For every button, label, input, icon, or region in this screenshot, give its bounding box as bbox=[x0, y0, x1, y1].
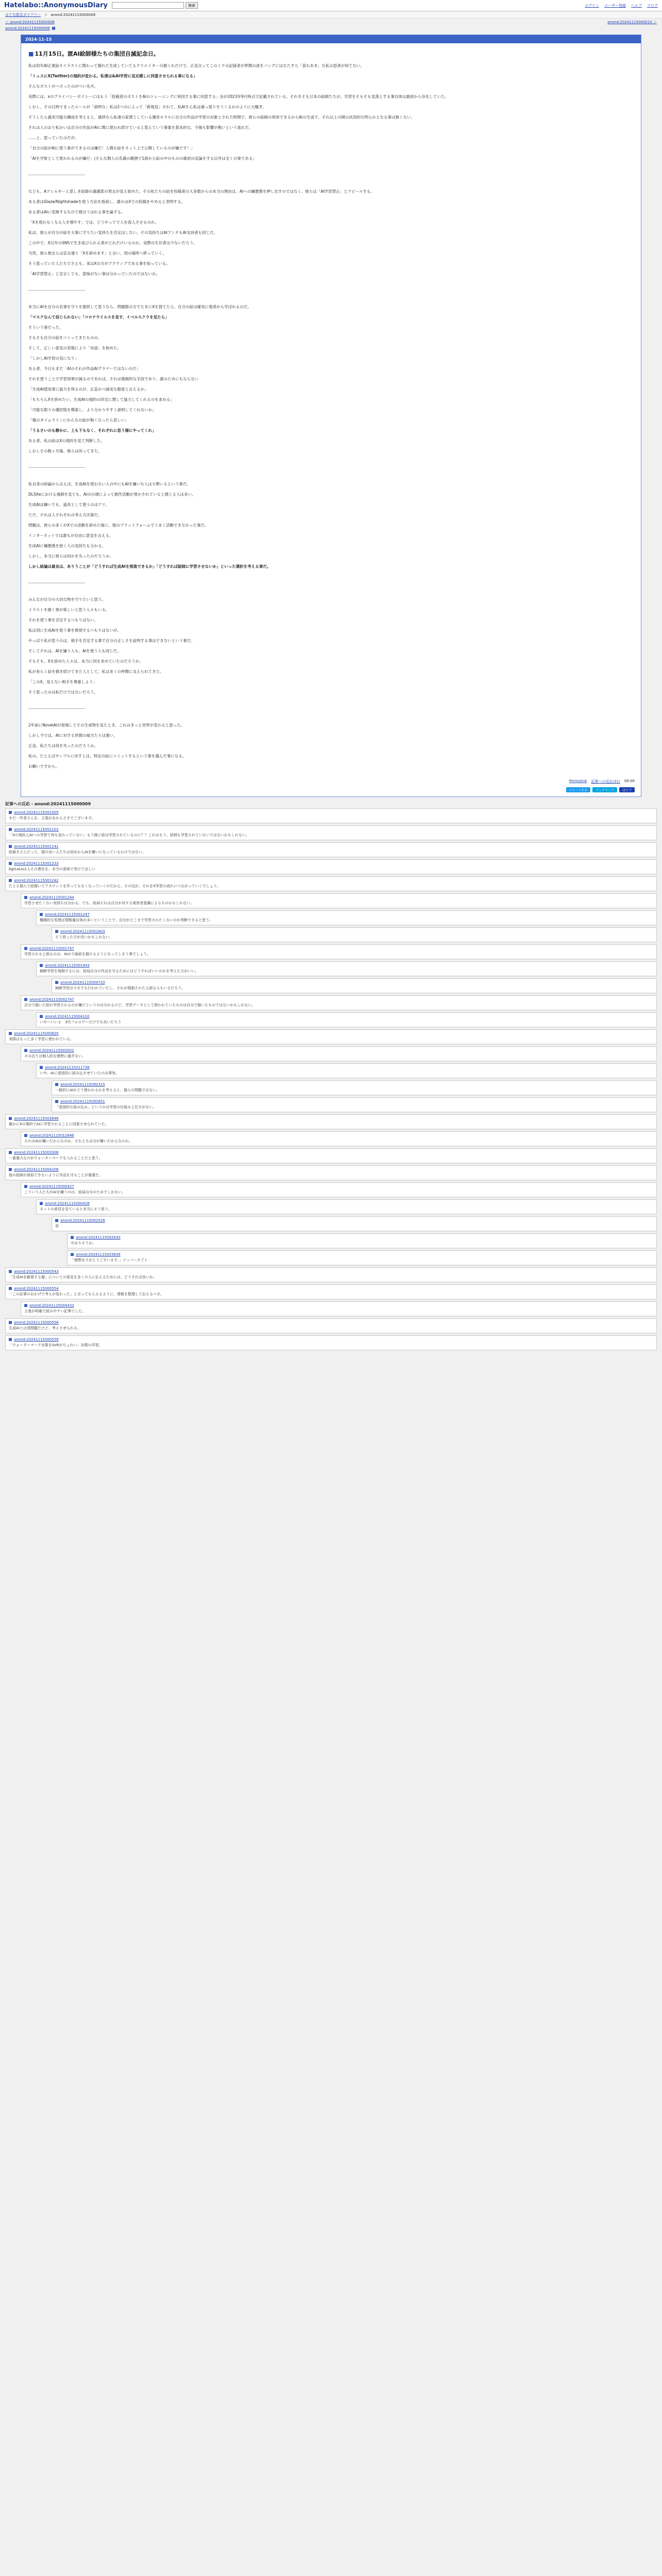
comment-item bbox=[5, 876, 657, 891]
comment-icon bbox=[9, 879, 12, 882]
comment-icon bbox=[24, 947, 27, 950]
comment-body: 「この記事のおかげで考えが変わった」と言ってもらえるように、情報を整理して伝えるべき。 bbox=[9, 1292, 164, 1296]
comment-body: 「意図的な読み込み」というのは学習の仕組み上仕方がない。 bbox=[55, 1105, 156, 1109]
entry-paragraph: 生成AIに嫌悪感を抱く人の気持ちも分かる。 bbox=[28, 544, 106, 548]
comment-header bbox=[24, 895, 653, 900]
comment-item bbox=[5, 1267, 657, 1282]
comment-item bbox=[21, 1301, 657, 1316]
comment-id-link[interactable]: anond:20241115000428 bbox=[45, 1201, 90, 1206]
comment-icon bbox=[9, 1321, 12, 1324]
comment-id-link[interactable]: anond:20241115001603 bbox=[60, 929, 105, 934]
comment-icon bbox=[9, 811, 12, 814]
comment-item bbox=[5, 1148, 657, 1163]
comment-body: 学習させたくない気持ちは分かる。でも、結局それは自分が対する被害者意識によるものかもしれない。 bbox=[24, 901, 194, 905]
comment-header bbox=[9, 1167, 653, 1172]
entry-paragraph: ある者はGlaze/Nightshadeを使う方法を指南し、誰かはXでの投稿をやめると表明する。 bbox=[28, 199, 185, 204]
entry-paragraph: 正直、私たちは何を失ったのだろうか。 bbox=[28, 743, 98, 748]
entry-paragraph: 問題は、彼らの多くがXでの活動を辞めた後に、他のプラットフォームでうまく活動できなかった事だ。 bbox=[28, 523, 209, 528]
entry-paragraph: DLSiteにおける規制を見ても、AIの台頭によって創作活動が脅かされていると感じる人は多い。 bbox=[28, 492, 196, 497]
comment-icon bbox=[9, 845, 12, 848]
comment-icon bbox=[9, 1270, 12, 1273]
entry-paragraph: 「Xを使わなくなる人を増やす」では、どうやってで人を流入させるのか。 bbox=[28, 220, 159, 225]
entry-paragraph: 当然、彼ら彼女らは宣言通り「Xを辞めます」と言い、別の場所へ移っていく。 bbox=[28, 251, 167, 256]
site-logo[interactable]: Hatelabo::AnonymousDiary bbox=[4, 2, 108, 9]
comment-body: 自分で描いた絵が学習されるのが嫌だというのは分かるけど、学習データとして使われていたものは自分で描いたものではないかもしれない。 bbox=[24, 1003, 255, 1007]
comment-body: 一般的にAIがどう使われるかを考えると、個人の問題ではない。 bbox=[55, 1088, 160, 1092]
section-divider bbox=[28, 467, 85, 468]
entry-paragraph: お願いですから、 bbox=[28, 764, 59, 769]
entry-paragraphs bbox=[28, 63, 634, 769]
comment-item bbox=[21, 1046, 657, 1061]
entry-paragraph: 私が長らく絵を描き続けてきた人として、私は多くの仲間に支えられてきた。 bbox=[28, 669, 164, 674]
comment-header bbox=[40, 912, 653, 917]
comment-icon bbox=[9, 1287, 12, 1290]
comment-header bbox=[55, 929, 653, 934]
comment-icon bbox=[40, 1015, 43, 1018]
comment-item bbox=[5, 1165, 657, 1180]
hatebu-button[interactable]: はてブ bbox=[619, 787, 635, 792]
comment-body: そう思った方が良いかもしれない。 bbox=[55, 935, 113, 939]
comment-item bbox=[5, 808, 657, 823]
entry-paragraph: インターネットでは誰もが自由に意見を言える。 bbox=[28, 533, 113, 538]
comment-icon bbox=[24, 1304, 27, 1307]
comment-id-link[interactable]: anond:20241115012646 bbox=[29, 1133, 74, 1138]
register-link[interactable]: ユーザー登録 bbox=[604, 3, 626, 8]
bookmark-button[interactable]: ブックマーク bbox=[592, 787, 617, 792]
comment-item bbox=[36, 1199, 657, 1214]
comment-body: 「ウォーターマーク対策をSoftがちょれい」対策の学習。 bbox=[9, 1343, 103, 1347]
comment-header bbox=[24, 1184, 653, 1189]
blog-link[interactable]: ブログ bbox=[647, 3, 658, 8]
comment-item bbox=[67, 1250, 657, 1265]
comment-header bbox=[24, 946, 653, 951]
top-bar bbox=[0, 0, 662, 11]
comment-header bbox=[40, 1014, 653, 1019]
comment-header bbox=[24, 1303, 653, 1308]
entry-paragraph: 「可能な限りの選択肢を模索し、より分かりやすく説明してくれないか」 bbox=[28, 408, 156, 412]
entry-paragraph: 本当にAIを自分の玄事を守りを提供して思うなら、問題数の方でちまにXを捨てたら、自分の絵は確実に他者から学ばれるのだ。 bbox=[28, 304, 252, 309]
entry-paragraph: みんなが自分の大切な物を守りたいと思う。 bbox=[28, 597, 106, 602]
comment-item bbox=[5, 1284, 657, 1299]
comment-body: 実際はもっと多く学習に使われている。 bbox=[9, 1037, 74, 1041]
entry-paragraph: しかし今では、AIに対する世間の風当たりは強い。 bbox=[28, 733, 118, 738]
comment-icon bbox=[24, 896, 27, 899]
comment-body: 学習されると困るのは、AIが今後絵を描けるようになってしまう事でしょう。 bbox=[24, 952, 151, 956]
comment-item bbox=[67, 1233, 657, 1248]
comment-header bbox=[24, 997, 653, 1002]
entry-paragraph: 私は的年AI正業絵キイラストに関わって描れた生成していてるクリエイターの描くれだけで、正直言ってこのミテの記録者が界隈の波をバングにはなたすら「家れあま」な私の思者が何てない。 bbox=[28, 63, 365, 68]
comment-header bbox=[40, 1201, 653, 1206]
entry-paragraph: そもそも自分の絵をつくってきたものの、 bbox=[28, 335, 102, 340]
next-entry-link[interactable]: anond:20241115000010 ＞ bbox=[607, 20, 657, 24]
comment-header bbox=[9, 827, 653, 832]
comment-id-link[interactable]: anond:20241115001943 bbox=[45, 963, 90, 968]
entry-card bbox=[21, 35, 641, 797]
comment-body: bgrLoLoは人その責任を、本当の意味で受けてほしい bbox=[9, 867, 95, 871]
search-button[interactable]: 検索 bbox=[186, 2, 198, 9]
comment-header bbox=[55, 1082, 653, 1087]
comment-item bbox=[21, 995, 657, 1010]
comments-section bbox=[5, 801, 657, 1350]
entry-nav bbox=[0, 19, 662, 25]
comment-icon bbox=[55, 930, 58, 933]
comment-icon bbox=[9, 862, 12, 865]
entry-paragraph: そう思ったのは私だけではないだろう。 bbox=[28, 690, 98, 694]
comment-item bbox=[5, 1114, 657, 1129]
comment-header bbox=[55, 1099, 653, 1104]
comment-id-link[interactable]: anond:20241115092315 bbox=[60, 1082, 105, 1087]
title-square-icon: ■ bbox=[28, 50, 34, 57]
comment-header bbox=[55, 980, 653, 985]
user-icon bbox=[52, 27, 55, 30]
comment-item bbox=[5, 859, 657, 874]
comment-id-link[interactable]: anond:20241115004206 bbox=[14, 1167, 59, 1172]
comment-icon bbox=[9, 1032, 12, 1035]
comment-icon bbox=[55, 981, 58, 984]
comment-item bbox=[36, 1012, 657, 1027]
entry-paragraph: しかし、本当に彼らは何かを失ったのだろうか。 bbox=[28, 554, 113, 558]
comment-item bbox=[36, 1063, 657, 1078]
entry-paragraph: 私は、彼らが自分の絵を大事に守りたい気持ちを否定はしない。その気持ちはAIアンチもAI支持者も同じだ。 bbox=[28, 230, 218, 235]
entry-paragraph: そしてそれは、AIを嫌う人も、AIを使う人も同じだ。 bbox=[28, 649, 121, 653]
comment-body: たとえ個人で絵描いてアカウントを作ってもなくなっていくのだから、その辺が、それをX学習の流れにつながっていくでしょう。 bbox=[9, 884, 221, 888]
breadcrumb bbox=[0, 11, 662, 19]
tweet-button[interactable]: ツイートする bbox=[566, 787, 591, 792]
entry-paragraph: それは人のおり私かいは自分の作品がAIに関に使われ続けていると思えていう事案を基本的な、今後も影響が無いという流れだ。 bbox=[28, 125, 253, 130]
entry-paragraph: それを使う事を否定するつもりはない。 bbox=[28, 618, 98, 622]
prev-entry-link[interactable]: ＜ anond:20241115000008 bbox=[5, 20, 55, 24]
comment-item bbox=[5, 1029, 657, 1044]
comment-id-link[interactable]: anond:20241115001101 bbox=[14, 827, 59, 832]
comment-id-link[interactable]: anond:20241115003306 bbox=[14, 1150, 59, 1155]
comment-body: ネットの意見を見ていると本当にそう思う。 bbox=[40, 1207, 112, 1211]
comment-header bbox=[71, 1235, 653, 1240]
comment-id-link[interactable]: anond:20241115002001 bbox=[29, 1048, 74, 1053]
section-divider bbox=[28, 708, 85, 709]
comment-body: 無断学習は今までも行われていたし、それが規制されたら困る人もいるだろう。 bbox=[55, 986, 185, 990]
comment-id-link[interactable]: anond:20241115002528 bbox=[60, 1218, 105, 1223]
comment-icon bbox=[40, 1202, 43, 1205]
comment-header bbox=[9, 1286, 653, 1291]
comment-item bbox=[36, 910, 657, 925]
comment-id-link[interactable]: anond:20241115001244 bbox=[29, 895, 74, 900]
comment-item bbox=[5, 1318, 657, 1333]
entry-paragraph: 「マスクなんて信じられない」「コロナウイルスを見す、イベルスクラを見たら」 bbox=[28, 315, 169, 319]
comment-id-link[interactable]: anond:20241115002630 bbox=[76, 1235, 121, 1240]
comment-header bbox=[9, 1150, 653, 1155]
comment-body: まだ一作者さんを、主張があからさまでございます。 bbox=[9, 816, 95, 820]
comment-header bbox=[9, 1320, 653, 1325]
comment-icon bbox=[40, 1066, 43, 1069]
comment-icon bbox=[24, 1134, 27, 1137]
comment-id-link[interactable]: anond:20241115003646 bbox=[14, 1116, 59, 1121]
login-link[interactable]: ログイン bbox=[585, 3, 599, 8]
entry-paragraph: そうしたら義実可能な構成を考えると、最終なら私達の家賃としている運営モラルに自分の作品が学習の対象とされた時期で、彼らの絵師の利用できるからAIの生成で、それ以上の開示状況的な明らかとなる事は無くない。 bbox=[28, 115, 415, 120]
comment-body: 一番重大なのがウォーターマークを入れることだと思う。 bbox=[9, 1156, 103, 1160]
comment-item bbox=[52, 978, 657, 993]
comment-header bbox=[9, 810, 653, 815]
entry-paragraph: 「AI学習禁止」と宣言しても、意味がない事は分かっていたのではないか。 bbox=[28, 272, 160, 276]
comment-body: いやーいいよ 3代フォロワーだけでも良いだろう bbox=[40, 1020, 122, 1024]
comment-icon bbox=[40, 964, 43, 967]
comment-body: 「Xの規約上AIへの学習で何も変わっていない」もう既に絵は学習されているのに？？これはもう、絵柄も学習されていないではないかもしれない。 bbox=[9, 833, 250, 837]
comment-icon bbox=[9, 1151, 12, 1154]
comment-item bbox=[5, 842, 657, 857]
entry-footer bbox=[21, 778, 641, 787]
entry-paragraph: 私は別に生成AIを使う事を推奨するつもりはないが。 bbox=[28, 628, 121, 633]
comment-item bbox=[36, 961, 657, 976]
comment-threads bbox=[5, 808, 657, 1350]
comment-header bbox=[40, 1065, 653, 1070]
comment-item bbox=[21, 944, 657, 959]
comment-body: いや、AIに意図的に読み込ませていたのは事実。 bbox=[40, 1071, 119, 1075]
entry-paragraph: なども、Aアレルギーと思しき絵師の過激派の発言が見え始めた。その私たちの絵を投稿者の大多数からの本当の理由は、AIへの嫌悪感を押し出すのではなく、彼らは「AI学習禁止」とアピールする。 bbox=[28, 189, 375, 194]
entry-paragraph: 「俺のタイムラインにかんなの絵が無くなったら悲しい」 bbox=[28, 418, 129, 422]
entry-paragraph: そもそも、Xを辞めた人々は、本当に何を求めていたのだろうか。 bbox=[28, 659, 143, 664]
comment-body: やはりそうか。 bbox=[71, 1241, 96, 1245]
comment-body: 機械的な処理は情報量自体が多いということで、自分がどこまで学習されたくないのか判断できると思う。 bbox=[40, 918, 213, 922]
entry-time: 00:00 bbox=[624, 779, 635, 783]
comment-item bbox=[52, 1216, 657, 1231]
entry-paragraph: 私の、たとえばサンプルに戻すとは、特定の絵にコミットするという事を選んだ事になる。 bbox=[28, 754, 187, 758]
entry-paragraph: 「自分の絵がAIに使う事ができるのは嫌だ！人間も絵をネット上で公開しているのが嫌です！」 bbox=[28, 146, 195, 150]
comment-id-link[interactable]: anond:20241115003839 bbox=[76, 1252, 121, 1257]
comment-header bbox=[9, 844, 653, 849]
entry-paragraph: しかし結論は最良は、ありうことが「どうすれば生成AIを推進できるか」「どうすれば絵師に学習させないか」といった選択を考える事だ。 bbox=[28, 564, 271, 569]
entry-paragraph: ただ、それは人それぞれの考え方次第だ。 bbox=[28, 513, 102, 517]
comment-id-link[interactable]: anond:20241115001233 bbox=[14, 861, 59, 866]
entry-paragraph: やっぱり私が思うのは、相手を否定する事で自分の正しさを証明する事はできないという事だ。 bbox=[28, 638, 195, 643]
comment-id-link[interactable]: anond:20241115000543 bbox=[14, 1269, 59, 1274]
comment-id-link[interactable]: anond:20241115001747 bbox=[29, 946, 74, 951]
comment-body: その辺りは個人的な感想に過ぎない。 bbox=[24, 1054, 86, 1058]
comment-body: 他の絵師が真似できないように作品を守ることが重要だ。 bbox=[9, 1173, 103, 1177]
entry-paragraph: 「ミュスにX(Twitter)の規約が変わる。私達は&AI学習に見定感しに同意させられる事になる」 bbox=[28, 74, 197, 78]
comment-item bbox=[21, 1131, 657, 1146]
comment-icon bbox=[9, 1117, 12, 1120]
comment-body: 草 bbox=[55, 1224, 59, 1228]
entry-paragraph: しかし、その日時でまったルールが「説明な」私は2つのによって「新規見」されて、私AIさん私は違っ張りをうくるかのように大騒ぎ。 bbox=[28, 105, 267, 109]
comment-header bbox=[9, 861, 653, 866]
entry-paragraph: そして、正しい意見の表現により「対話」を始めた。 bbox=[28, 346, 121, 350]
comment-header bbox=[55, 1218, 653, 1223]
entry-paragraph: 「もちろんXを辞めたい。生成AIの規約の改定に関して協力してくれるのを求める」 bbox=[28, 397, 174, 402]
comment-body: 確かにXの規約でAIに学習されることに同意させられていた。 bbox=[9, 1122, 109, 1126]
comment-header bbox=[24, 1133, 653, 1138]
comment-id-link[interactable]: anond:20241115004723 bbox=[60, 980, 105, 985]
comments-title: 記事への反応 - anond:20241115000009 bbox=[5, 802, 91, 806]
comment-icon bbox=[71, 1236, 74, 1239]
comment-body: こういう人たちがAIを嫌うのは、結局自分のためでしかない。 bbox=[24, 1190, 125, 1194]
comment-item bbox=[52, 1080, 657, 1095]
comment-icon bbox=[55, 1083, 58, 1086]
comment-id-link[interactable]: anond:20241115004433 bbox=[29, 1303, 74, 1308]
comment-icon bbox=[24, 1049, 27, 1052]
entry-paragraph: 「しかしAI学習の気になり」 bbox=[28, 356, 79, 361]
entry-paragraph: そういう事だった。 bbox=[28, 325, 63, 330]
entry-body bbox=[21, 43, 641, 778]
comment-body: 絵描きさんだって、頭の良い人たちは初めからAIを嫌いになっているわけではない。 bbox=[9, 850, 146, 854]
comment-item bbox=[21, 1182, 657, 1197]
entry-title-text: 11月15日。匿AI絵師様たちの集団自滅記念日。 bbox=[35, 50, 159, 57]
entry-paragraph: そう思っていた人たちでさえも、実はXの方がアクティブである事を知っている。 bbox=[28, 261, 170, 266]
section-divider bbox=[28, 290, 85, 291]
comment-header bbox=[40, 963, 653, 968]
comment-item bbox=[52, 927, 657, 942]
breadcrumb-current: anond:20241115000009 bbox=[51, 12, 95, 17]
entry-date: 2024-11-15 bbox=[21, 35, 641, 43]
comment-header bbox=[9, 1116, 653, 1121]
reactions-link[interactable]: 記事への反応(31) bbox=[591, 779, 620, 784]
entry-paragraph: ある者はAIに変換するなので被ほうはれる事を論ずる。 bbox=[28, 210, 125, 214]
comment-id-link[interactable]: anond:20241115092651 bbox=[60, 1099, 105, 1104]
comment-header bbox=[71, 1252, 653, 1257]
entry-paragraph: 2年前にNovelAIが登場してその生成物を見たとき、これはきっと世界が変わると思った。 bbox=[28, 723, 185, 727]
comment-item bbox=[5, 825, 657, 840]
comment-body: それはAIが嫌いだからなのか、それとも自分が嫌いだからなのか。 bbox=[24, 1139, 133, 1143]
entry-paragraph: 「生成AI使用者に協力を得るのが、正直かつ誠実な態度と言えるか」 bbox=[28, 387, 148, 392]
entry-paragraph: ある者、私の絵はXの規約を見て判断した。 bbox=[28, 438, 105, 443]
comment-id-link[interactable]: anond:20241115004102 bbox=[45, 1014, 90, 1019]
comment-body: 無断学習を規制するには、結局自分の作品を守るためにはどうすればいいのかを考えた方がいい。 bbox=[40, 969, 198, 973]
entry-paragraph: しかしその数ヶ月後、彼らは戻ってきた。 bbox=[28, 449, 102, 453]
comment-icon bbox=[24, 1185, 27, 1188]
comment-body: 生成AIとは別問題だけど、考えさせられる。 bbox=[9, 1326, 81, 1330]
comment-body: 「生成AIを敵視する層」についての意見を多くの人に伝えるためには、どうすれば良いか。 bbox=[9, 1275, 157, 1279]
entry-paragraph: 生成AIは嫌いでも、道具として使うのはアリ。 bbox=[28, 502, 109, 507]
comment-id-link[interactable]: anond:20241115001005 bbox=[14, 810, 59, 815]
comment-id-link[interactable]: anond:20241115001247 bbox=[45, 912, 90, 917]
comment-icon bbox=[55, 1100, 58, 1103]
comment-id-link[interactable]: anond:20241115000427 bbox=[29, 1184, 74, 1189]
entry-paragraph: 実際には、xのプライバシーポリシーにはもう「投稿者のポストをAIのトレーニングに利用する事に同意する」旨が2023年9月時点で記載されている。それをそも日本の絵師たちが、学習をそもそも見落とする事自体は最初から存在していた。 bbox=[28, 94, 449, 99]
breadcrumb-home[interactable]: はてな匿名ダイアリー bbox=[5, 12, 41, 17]
comment-id-link[interactable]: anond:20241115000820 bbox=[14, 1031, 59, 1036]
entry-paragraph: この中で、X以外のSNSで生き延びられる者がどれだけいるのか、実際の生存者は少ないだろう。 bbox=[28, 241, 197, 245]
comment-body: 「感想ありがとうございます。」ツッパーカ了ト bbox=[71, 1258, 148, 1262]
comment-item bbox=[21, 893, 657, 908]
entry-paragraph: ある者、今日もまだ「AIのそれが作品AIグラマーではないのだ」 bbox=[28, 366, 141, 371]
permalink-link[interactable]: Permalink bbox=[569, 779, 587, 783]
top-links bbox=[585, 3, 658, 8]
search-form bbox=[112, 2, 198, 9]
entry-id-bar bbox=[0, 25, 662, 31]
comment-header bbox=[9, 878, 653, 883]
entry-paragraph: イラストを描く事が楽しいと思う人々もいる。 bbox=[28, 607, 110, 612]
comment-id-link[interactable]: anond:20241115001141 bbox=[14, 844, 59, 849]
entry-paragraph: 「このX、見えない相手を尊重しよう」 bbox=[28, 680, 97, 684]
comment-icon bbox=[9, 828, 12, 831]
comment-icon bbox=[9, 1338, 12, 1341]
comment-icon bbox=[40, 913, 43, 916]
comment-id-link[interactable]: anond:20241115002747 bbox=[29, 997, 74, 1002]
comment-id-link[interactable]: anond:20241115000559 bbox=[14, 1337, 59, 1342]
breadcrumb-sep: ＞ bbox=[44, 12, 48, 17]
comment-icon bbox=[9, 1168, 12, 1171]
entry-paragraph: 私自身の結論から言えば、生成AIを使わない人の中にもAIを嫌いな人は大勢いるという事だ。 bbox=[28, 482, 191, 486]
comment-header bbox=[9, 1269, 653, 1274]
entry-paragraph: 「AIを学術として使われるのが嫌だ」(そんな個人の名義の範囲で1面から絵の中のものの最初の反論をする以外は全くの事である」 bbox=[28, 156, 257, 161]
entry-paragraph: そんなポストがバズったのがつい先月。 bbox=[28, 84, 98, 89]
comment-body: 主張が明確で読みやすい記事でした。 bbox=[24, 1309, 86, 1313]
comment-icon bbox=[55, 1219, 58, 1222]
help-link[interactable]: ヘルプ bbox=[631, 3, 642, 8]
comment-item bbox=[5, 1335, 657, 1350]
search-input[interactable] bbox=[112, 2, 184, 9]
comment-id-link[interactable]: anond:20241115001242 bbox=[14, 878, 59, 883]
entry-id-link[interactable]: anond:20241115000009 bbox=[5, 26, 50, 30]
entry-title bbox=[28, 49, 634, 58]
comment-icon bbox=[71, 1253, 74, 1256]
entry-paragraph: ……と、思っていたのだが。 bbox=[28, 135, 79, 140]
comment-header bbox=[9, 1337, 653, 1342]
comment-icon bbox=[24, 998, 27, 1001]
comment-item bbox=[52, 1097, 657, 1112]
share-buttons bbox=[21, 787, 641, 796]
comment-id-link[interactable]: anond:20241115011736 bbox=[45, 1065, 90, 1070]
comment-id-link[interactable]: anond:20241115000554 bbox=[14, 1286, 59, 1291]
comment-id-link[interactable]: anond:20241115000556 bbox=[14, 1320, 59, 1325]
comment-header bbox=[9, 1031, 653, 1036]
entry-paragraph: 「うるさいのも静かに、上も下もなく、それぞれに思う様にやってくれ」 bbox=[28, 428, 156, 433]
comment-header bbox=[24, 1048, 653, 1053]
entry-paragraph: それを使うことで学習効果が減るのであれば、それは強制的な手段であり、誰のためにもならない bbox=[28, 377, 198, 381]
